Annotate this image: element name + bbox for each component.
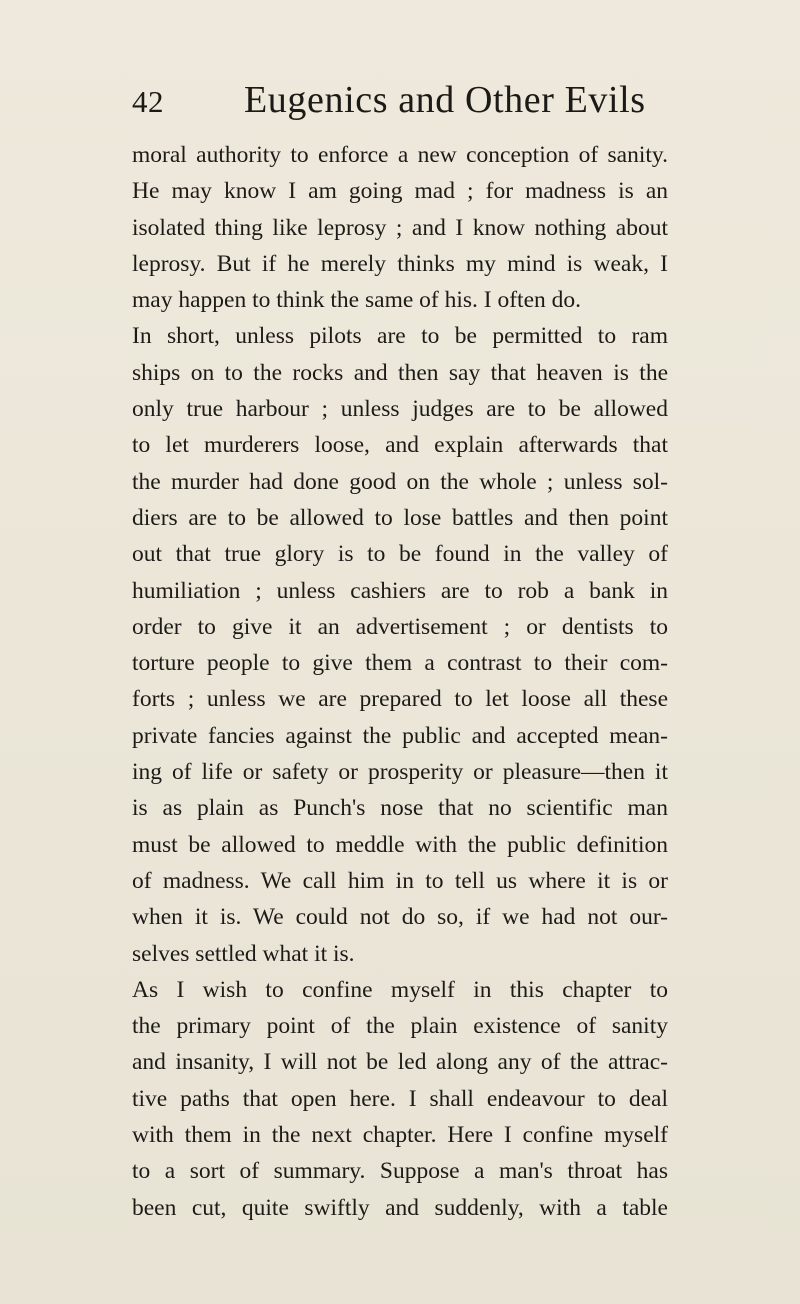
text-line: diers are to be allowed to lose battles and then point [132,504,668,531]
text-line: may happen to think the same of his. I often do. [132,287,582,314]
text-line: the primary point of the plain existence of sanity [132,1013,668,1040]
text-line: In short, unless pilots are to be permitted to ram [132,323,668,350]
book-title: Eugenics and Other Evils [244,79,646,121]
text-line: to let murderers loose, and explain afterwards that [132,432,668,459]
text-line: of madness. We call him in to tell us where it is or [132,867,668,894]
text-line: with them in the next chapter. Here I confine myself [132,1122,668,1149]
text-line: the murder had done good on the whole ; unless sol- [132,468,668,495]
running-head [132,78,692,128]
text-line: humiliation ; unless cashiers are to rob a bank in [132,577,668,604]
text-line: when it is. We could not do so, if we had not our- [132,904,668,931]
text-line: ships on to the rocks and then say that heaven is the [132,359,668,386]
text-line: order to give it an advertisement ; or dentists to [132,613,668,640]
text-line: isolated thing like leprosy ; and I know nothing about [132,214,668,241]
text-line: moral authority to enforce a new conception of sanity. [132,142,668,168]
text-line: ing of life or safety or prosperity or pleasure—then it [132,759,668,786]
text-line: to a sort of summary. Suppose a man's throat has [132,1158,668,1185]
text-line: selves settled what it is. [132,940,355,967]
text-line: must be allowed to meddle with the public definition [132,831,668,858]
page-number: 42 [132,84,164,119]
text-line: and insanity, I will not be led along any of the attrac- [132,1049,668,1076]
text-line: leprosy. But if he merely thinks my mind is weak, I [132,250,668,277]
text-line: As I wish to confine myself in this chapter to [132,976,668,1003]
text-line: been cut, quite swiftly and suddenly, with a table [132,1194,668,1221]
text-line: out that true glory is to be found in the valley of [132,541,668,568]
text-line: forts ; unless we are prepared to let loose all these [132,686,668,713]
text-line: is as plain as Punch's nose that no scientific man [132,795,668,822]
text-line: only true harbour ; unless judges are to be allowed [132,396,668,423]
text-line: He may know I am going mad ; for madness is an [132,178,668,205]
text-line: torture people to give them a contrast to their com- [132,650,668,677]
body-text [132,137,668,1226]
text-line: tive paths that open here. I shall endeavour to deal [132,1085,668,1112]
text-line: private fancies against the public and accepted mean- [132,722,668,749]
